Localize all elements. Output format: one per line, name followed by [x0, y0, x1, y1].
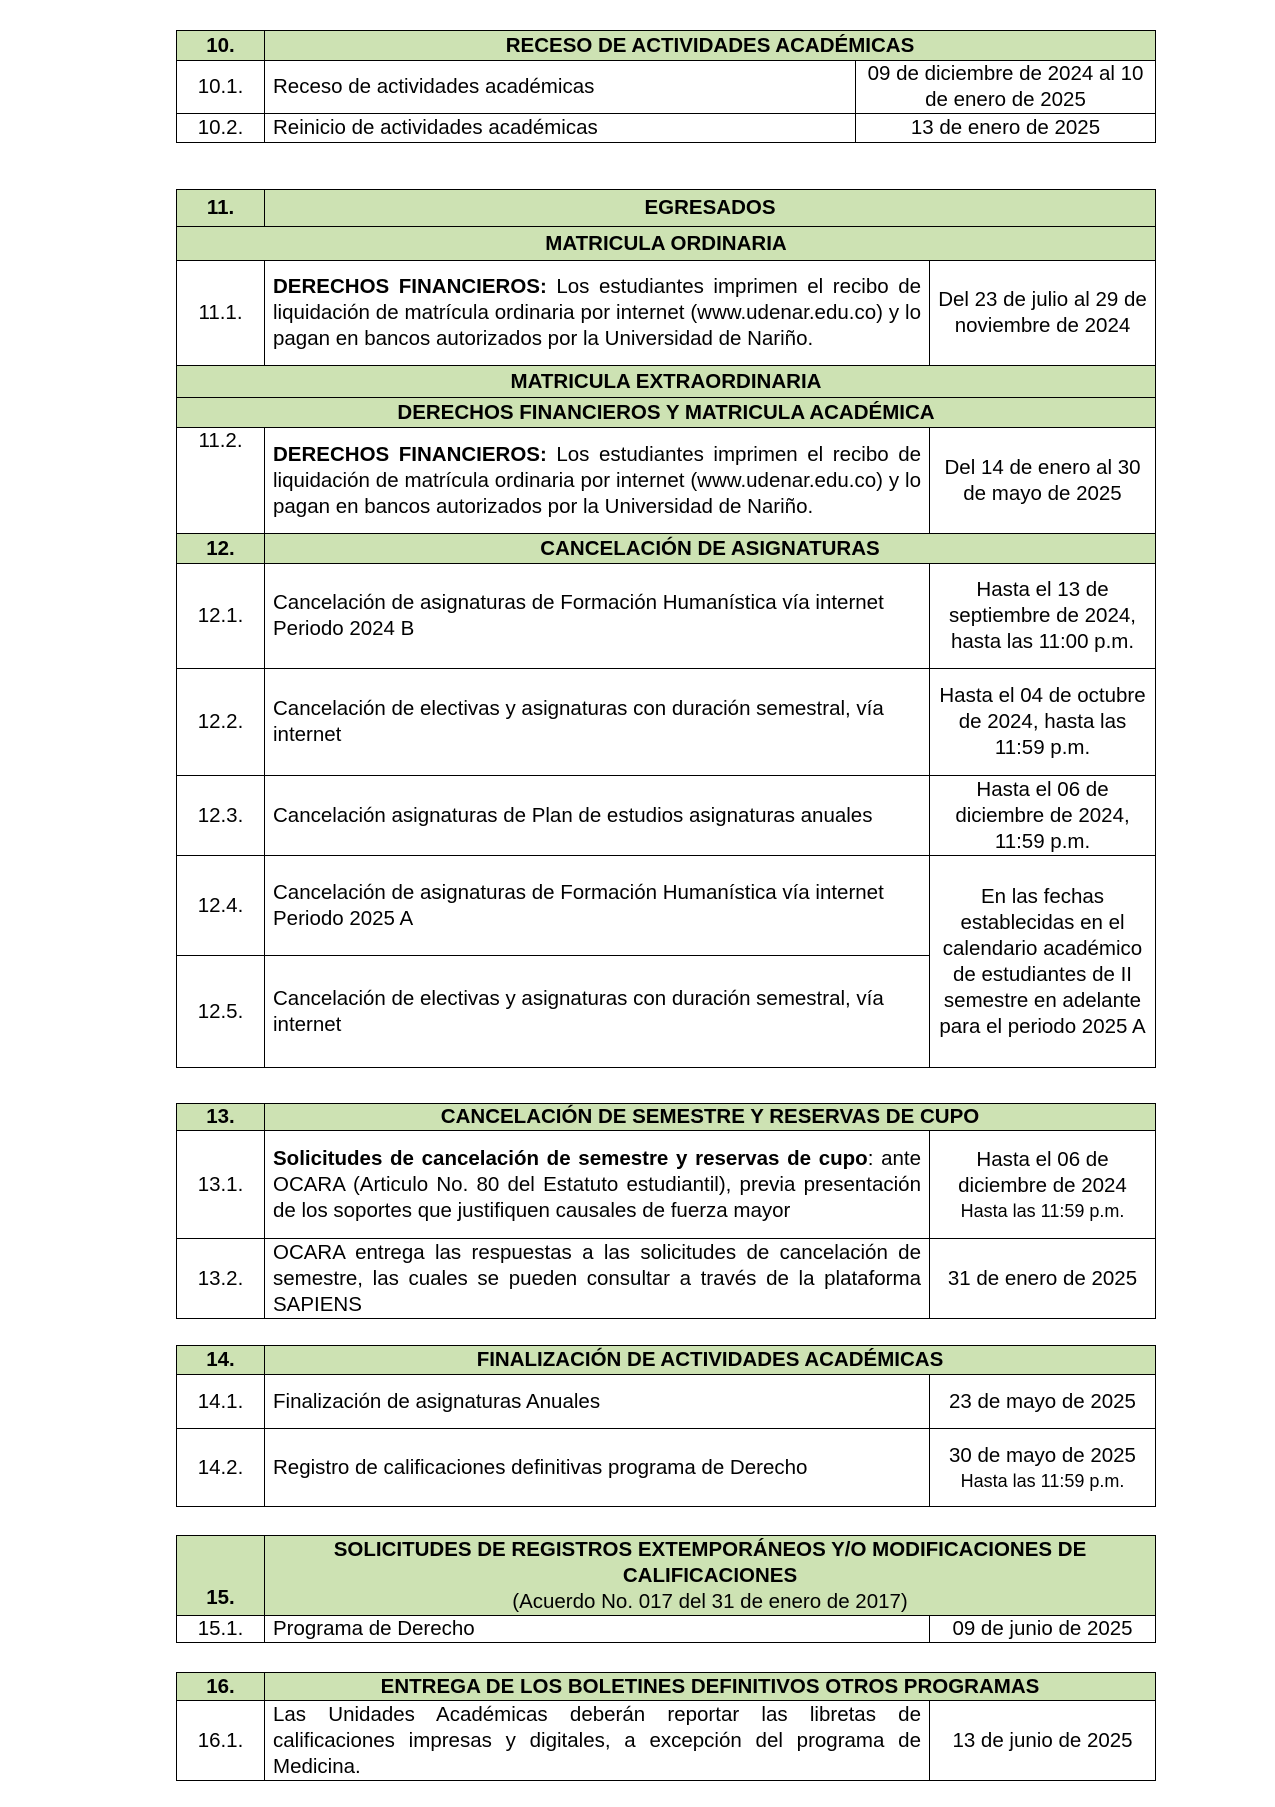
section-title [265, 1536, 1156, 1616]
item-description: Registro de calificaciones definitivas programa de Derecho [265, 1429, 930, 1507]
item-description: Finalización de asignaturas Anuales [265, 1375, 930, 1429]
item-description [265, 261, 930, 366]
item-description: Cancelación de asignaturas de Formación Humanística vía internet Periodo 2025 A [265, 856, 930, 956]
table-row [177, 669, 1156, 776]
table-row [177, 1701, 1156, 1781]
section-title: RECESO DE ACTIVIDADES ACADÉMICAS [265, 31, 1156, 61]
item-number: 11.1. [177, 261, 265, 366]
item-text: Los estudiantes imprimen el recibo de liquidación de matrícula ordinaria por internet (www.udenar.edu.co) y lo pagan en bancos autorizados por la Universidad de Nariño. [273, 442, 921, 518]
item-date: Del 14 de enero al 30 de mayo de 2025 [930, 428, 1156, 534]
section-title: EGRESADOS [265, 190, 1156, 227]
item-description: Reinicio de actividades académicas [265, 114, 856, 143]
item-date: Del 23 de julio al 29 de noviembre de 2024 [930, 261, 1156, 366]
subsection-title: DERECHOS FINANCIEROS Y MATRICULA ACADÉMICA [177, 398, 1156, 428]
item-date: Hasta el 06 de diciembre de 2024, 11:59 p.m. [930, 776, 1156, 856]
item-date: En las fechas establecidas en el calendario académico de estudiantes de II semestre en adelante para el periodo 2025 A [930, 856, 1156, 1068]
section-10-table [176, 30, 1156, 143]
section-number: 13. [177, 1104, 265, 1131]
item-description: Programa de Derecho [265, 1616, 930, 1643]
item-number: 13.2. [177, 1239, 265, 1319]
section-11-12-table [176, 189, 1156, 1068]
item-date: 23 de mayo de 2025 [929, 1375, 1155, 1429]
item-date [929, 1429, 1155, 1507]
table-row [177, 61, 1156, 114]
item-number: 10.1. [177, 61, 265, 114]
item-number: 12.1. [177, 564, 265, 669]
section-title: FINALIZACIÓN DE ACTIVIDADES ACADÉMICAS [265, 1346, 1156, 1375]
item-date [929, 1131, 1155, 1239]
section-number: 10. [177, 31, 265, 61]
section-14-table [176, 1345, 1156, 1507]
item-description: Las Unidades Académicas deberán reportar las libretas de calificaciones impresas y digitales, a excepción del programa de Medicina. [265, 1701, 930, 1781]
table-row [177, 1429, 1156, 1507]
item-number: 12.4. [177, 856, 265, 956]
table-row [177, 856, 1156, 956]
item-number: 14.2. [177, 1429, 265, 1507]
subsection-title: MATRICULA ORDINARIA [177, 227, 1156, 261]
item-description: Cancelación de electivas y asignaturas con duración semestral, vía internet [265, 956, 930, 1068]
item-date: 13 de junio de 2025 [929, 1701, 1155, 1781]
item-date: 13 de enero de 2025 [856, 114, 1156, 143]
item-number: 12.3. [177, 776, 265, 856]
item-number: 12.5. [177, 956, 265, 1068]
section-number: 14. [177, 1346, 265, 1375]
item-description: Receso de actividades académicas [265, 61, 856, 114]
table-row [177, 1239, 1156, 1319]
item-number: 15.1. [177, 1616, 265, 1643]
item-description: Cancelación asignaturas de Plan de estudios asignaturas anuales [265, 776, 930, 856]
table-row [177, 1375, 1156, 1429]
table-row [177, 261, 1156, 366]
table-row [177, 564, 1156, 669]
item-text: Los estudiantes imprimen el recibo de liquidación de matrícula ordinaria por internet (www.udenar.edu.co) y lo pagan en bancos autorizados por la Universidad de Nariño. [273, 275, 921, 350]
item-description: Cancelación de asignaturas de Formación Humanística vía internet Periodo 2024 B [265, 564, 930, 669]
item-description [265, 1131, 930, 1239]
section-title: CANCELACIÓN DE SEMESTRE Y RESERVAS DE CUPO [265, 1104, 1156, 1131]
section-title: ENTREGA DE LOS BOLETINES DEFINITIVOS OTROS PROGRAMAS [265, 1673, 1156, 1701]
item-date: 09 de junio de 2025 [930, 1616, 1156, 1643]
section-title-text: SOLICITUDES DE REGISTROS EXTEMPORÁNEOS Y/O MODIFICACIONES DE CALIFICACIONES [333, 1537, 1087, 1587]
section-number: 16. [177, 1673, 265, 1701]
item-number: 11.2. [177, 428, 265, 534]
item-description: Cancelación de electivas y asignaturas con duración semestral, vía internet [265, 669, 930, 776]
item-number: 12.2. [177, 669, 265, 776]
item-description [265, 428, 930, 534]
section-note: (Acuerdo No. 017 del 31 de enero de 2017) [512, 1589, 908, 1613]
section-15-table [176, 1535, 1156, 1643]
section-13-table [176, 1103, 1156, 1319]
item-date-text: 30 de mayo de 2025 [949, 1443, 1136, 1467]
item-bold-label: Solicitudes de cancelación de semestre y reservas de cupo [273, 1146, 868, 1170]
table-row [177, 114, 1156, 143]
table-row [177, 1131, 1156, 1239]
section-title: CANCELACIÓN DE ASIGNATURAS [265, 534, 1156, 564]
item-date: Hasta el 13 de septiembre de 2024, hasta las 11:00 p.m. [930, 564, 1156, 669]
item-number: 16.1. [177, 1701, 265, 1781]
item-number: 14.1. [177, 1375, 265, 1429]
item-date: 31 de enero de 2025 [929, 1239, 1155, 1319]
item-time: Hasta las 11:59 p.m. [960, 1200, 1125, 1221]
item-description: OCARA entrega las respuestas a las solicitudes de cancelación de semestre, las cuales se pueden consultar a través de la plataforma SAPIENS [265, 1239, 930, 1319]
item-date-text: Hasta el 06 de diciembre de 2024 [958, 1147, 1127, 1197]
section-number: 11. [177, 190, 265, 227]
item-number: 10.2. [177, 114, 265, 143]
item-date: Hasta el 04 de octubre de 2024, hasta las 11:59 p.m. [930, 669, 1156, 776]
item-date: 09 de diciembre de 2024 al 10 de enero de 2025 [856, 61, 1156, 114]
item-time: Hasta las 11:59 p.m. [960, 1470, 1125, 1491]
table-row [177, 776, 1156, 856]
item-number: 13.1. [177, 1131, 265, 1239]
subsection-title: MATRICULA EXTRAORDINARIA [177, 366, 1156, 398]
section-16-table [176, 1672, 1156, 1781]
item-text: : ante OCARA (Articulo No. 80 del Estatuto estudiantil), previa presentación de los soportes que justifiquen causales de fuerza mayor [273, 1146, 921, 1222]
section-number: 12. [177, 534, 265, 564]
section-number: 15. [177, 1536, 265, 1616]
table-row [177, 428, 1156, 534]
item-bold-label: DERECHOS FINANCIEROS: [273, 275, 547, 298]
item-bold-label: DERECHOS FINANCIEROS: [273, 442, 547, 466]
table-row [177, 1616, 1156, 1643]
